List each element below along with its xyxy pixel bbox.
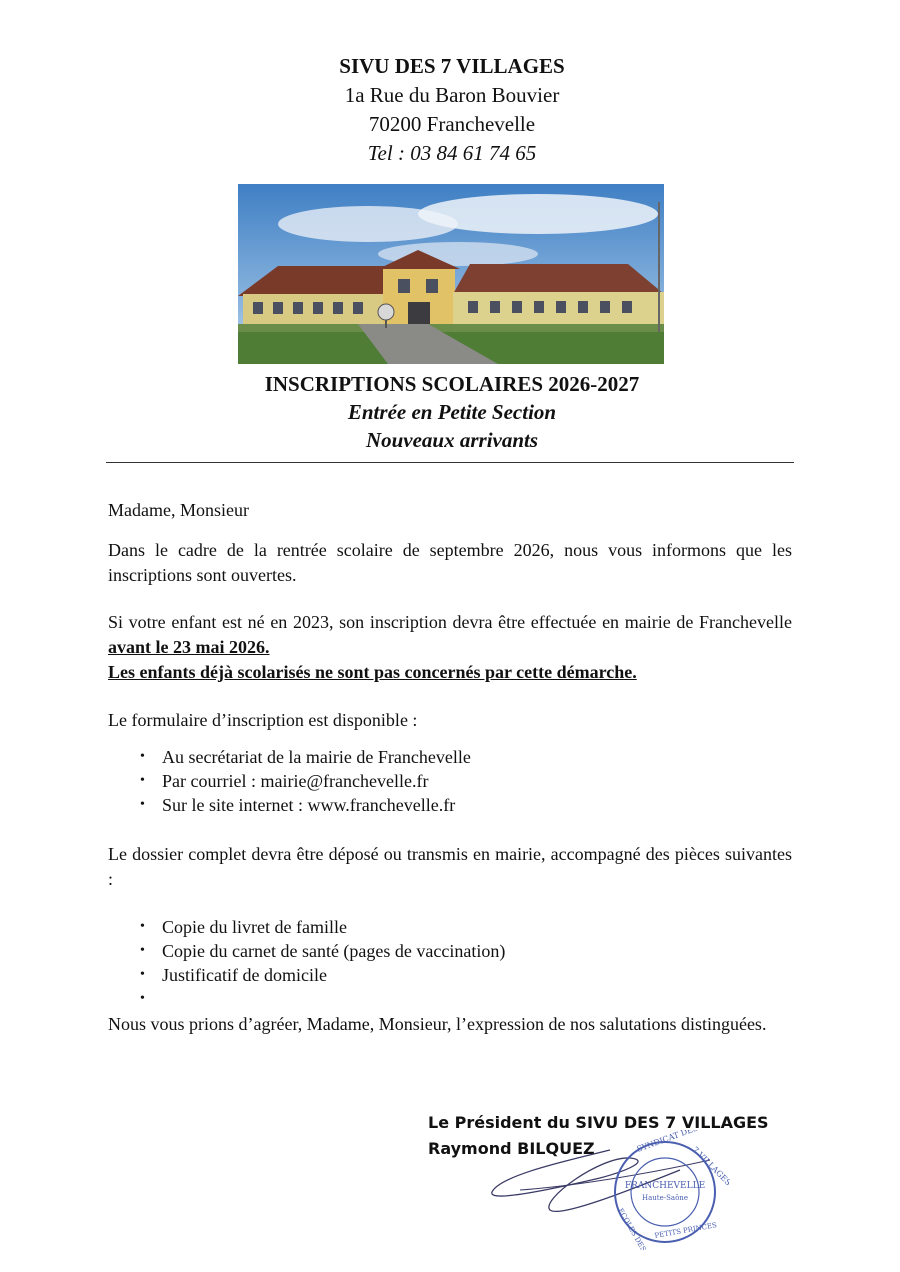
form-availability-list (140, 745, 471, 817)
paragraph-rentree (108, 538, 792, 588)
address-line-2: 70200 Franchevelle (368, 112, 536, 136)
closing-paragraph (108, 1012, 792, 1037)
list-item-text: Copie du carnet de santé (pages de vaccination) (162, 941, 506, 961)
salutation (108, 498, 792, 523)
list-item (140, 987, 505, 1011)
address-line-1: 1a Rue du Baron Bouvier (344, 83, 560, 107)
paragraph-inscription (108, 610, 792, 685)
list-item-text: Au secrétariat de la mairie de Franchevelle (162, 747, 471, 767)
list-item-text: Justificatif de domicile (162, 965, 327, 985)
bullet-icon: • (140, 943, 145, 958)
documents-list (140, 915, 505, 1011)
inscription-text: Si votre enfant est né en 2023, son inscription devra être effectuée en mairie de Franchevelle (108, 612, 792, 632)
org-name: SIVU DES 7 VILLAGES (339, 54, 565, 78)
letterhead (0, 52, 900, 168)
subtitle-nouveaux-arrivants: Nouveaux arrivants (365, 428, 539, 452)
signatory-name: Raymond BILQUEZ (428, 1139, 595, 1158)
list-item-text: Copie du livret de famille (162, 917, 347, 937)
list-item (140, 915, 505, 939)
paragraph-dossier (108, 842, 792, 892)
form-intro-text: Le formulaire d’inscription est disponible : (108, 710, 418, 730)
bullet-icon: • (140, 967, 145, 982)
subtitle-petite-section: Entrée en Petite Section (347, 400, 557, 424)
bullet-icon: • (140, 991, 145, 1006)
svg-text:7 VILLAGES: 7 VILLAGES (690, 1145, 730, 1188)
list-item-text: Sur le site internet : www.franchevelle.fr (162, 795, 456, 815)
list-item-text: Par courriel : mairie@franchevelle.fr (162, 771, 429, 791)
bullet-icon: • (140, 773, 145, 788)
bullet-icon: • (140, 797, 145, 812)
form-intro (108, 708, 792, 733)
closing-text: Nous vous prions d’agréer, Madame, Monsieur, l’expression de nos salutations distinguées. (108, 1014, 767, 1034)
document-titles (0, 370, 900, 454)
main-title: INSCRIPTIONS SCOLAIRES 2026-2027 (264, 372, 640, 396)
svg-text:ECOLES DES: ECOLES DES (616, 1207, 648, 1250)
phone-number: Tel : 03 84 61 74 65 (367, 141, 537, 165)
svg-text:FRANCHEVELLE: FRANCHEVELLE (624, 1181, 706, 1191)
svg-text:PETITS PRINCES: PETITS PRINCES (653, 1221, 718, 1240)
salutation-text: Madame, Monsieur (108, 500, 249, 520)
paragraph-rentree-text: Dans le cadre de la rentrée scolaire de septembre 2026, nous vous informons que les inscriptions sont ouvertes. (108, 540, 792, 585)
title-divider (106, 462, 794, 463)
already-enrolled-note: Les enfants déjà scolarisés ne sont pas concernés par cette démarche. (108, 662, 637, 682)
deadline-text: avant le 23 mai 2026. (108, 637, 270, 657)
svg-text:Haute-Saône: Haute-Saône (642, 1194, 688, 1202)
svg-text:SYNDICAT DES: SYNDICAT DES (635, 1130, 700, 1154)
stamp-seal (615, 1130, 730, 1250)
signatory-title: Le Président du SIVU DES 7 VILLAGES (428, 1113, 769, 1132)
list-item (140, 939, 505, 963)
bullet-icon: • (140, 919, 145, 934)
list-item (140, 793, 471, 817)
list-item (140, 963, 505, 987)
bullet-icon: • (140, 749, 145, 764)
paragraph-dossier-text: Le dossier complet devra être déposé ou transmis en mairie, accompagné des pièces suivantes : (108, 844, 792, 889)
list-item (140, 769, 471, 793)
school-building-photo (238, 184, 664, 364)
official-stamp-and-signature (480, 1130, 730, 1250)
list-item (140, 745, 471, 769)
paragraph-inscription-body (108, 610, 792, 660)
